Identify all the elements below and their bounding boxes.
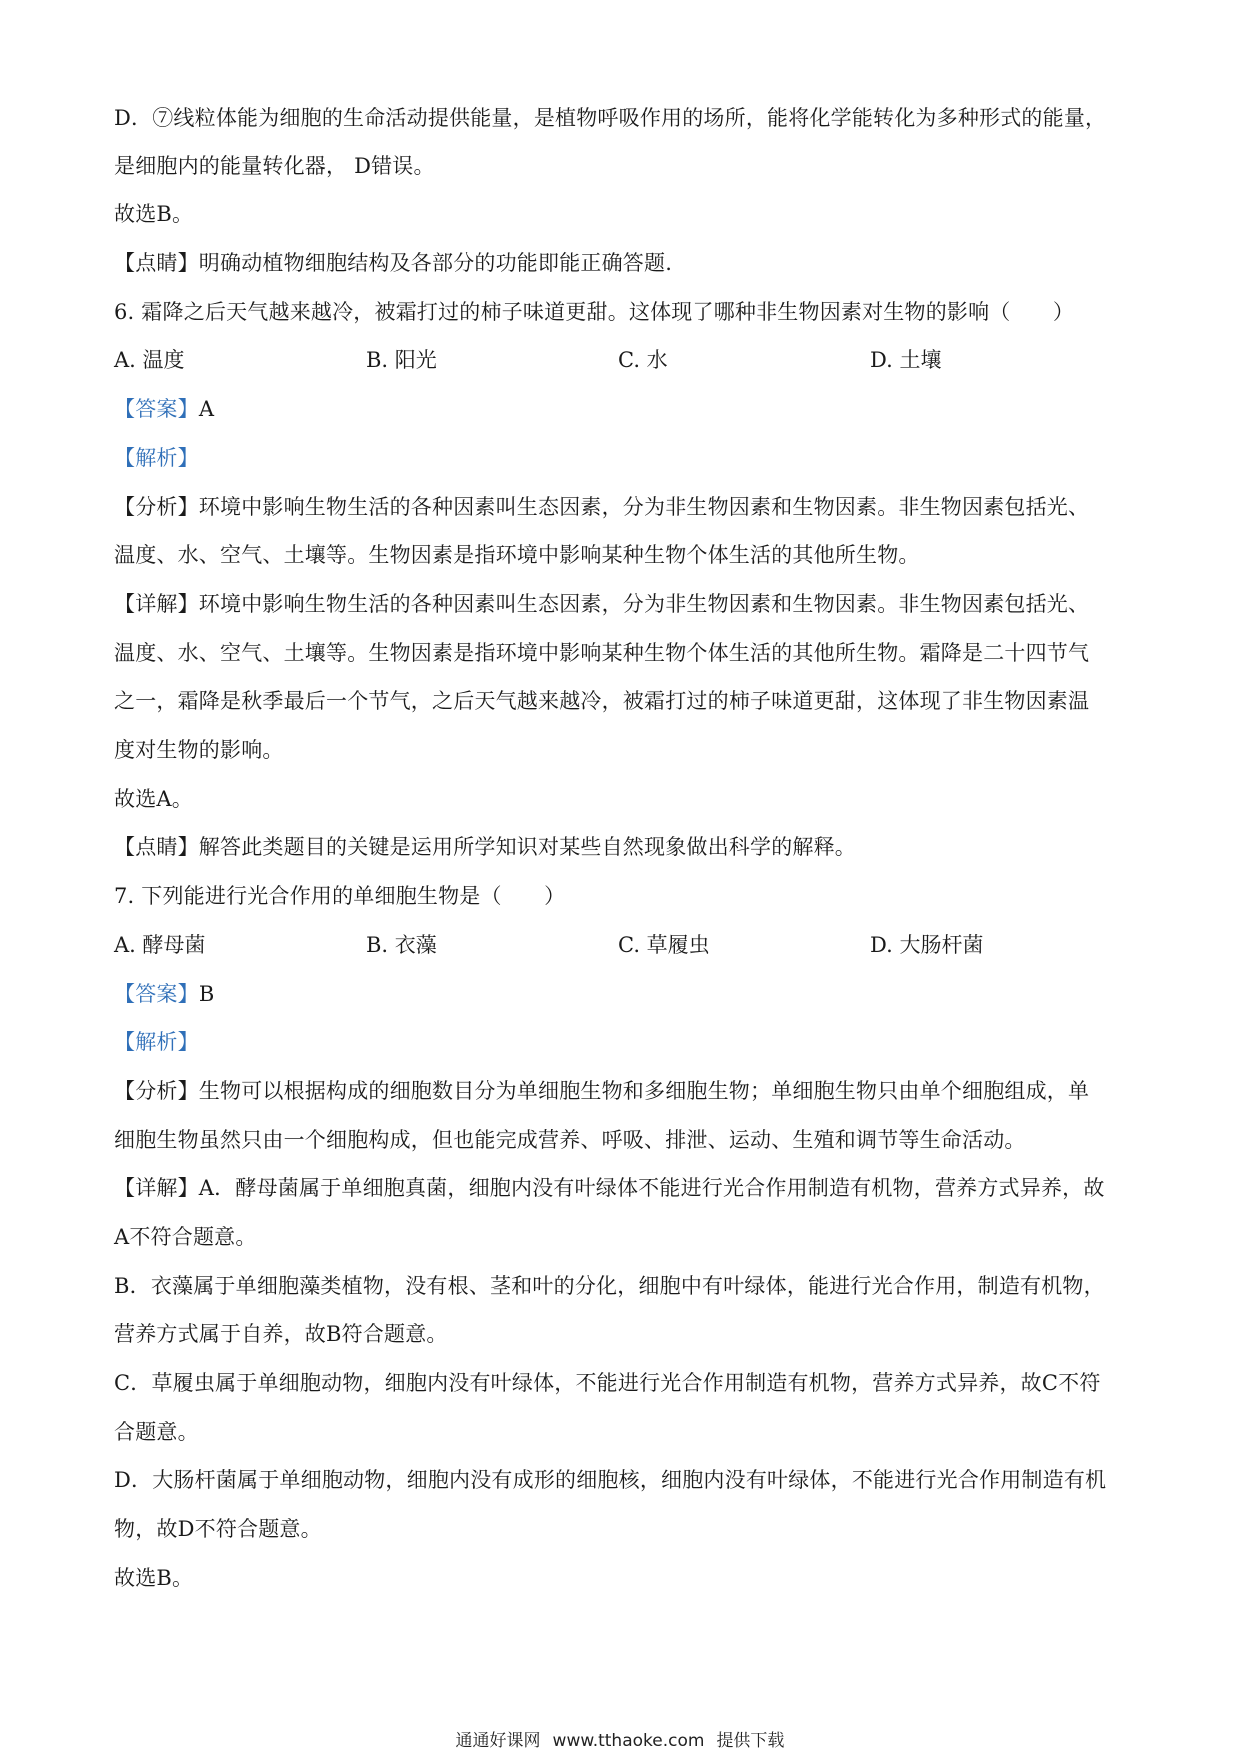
q7-analysis-tag: 【解析】 [114, 1030, 199, 1054]
q7-xiangjie-line: 物，故D不符合题意。 [114, 1517, 322, 1541]
q6-xiangjie-line: 温度、水、空气、土壤等。生物因素是指环境中影响某种生物个体生活的其他所生物。霜降是二十四节气 [114, 641, 1090, 665]
text-line: 是细胞内的能量转化器， D错误。 [114, 154, 435, 178]
text-line: 【点睛】明确动植物细胞结构及各部分的功能即能正确答题. [114, 251, 673, 275]
q6-xiangjie-line: 【详解】环境中影响生物生活的各种因素叫生态因素，分为非生物因素和生物因素。非生物因素包括光、 [114, 592, 1090, 616]
footer-url[interactable]: www.tthaoke.com [552, 1731, 705, 1751]
text-line: D．⑦线粒体能为细胞的生命活动提供能量，是植物呼吸作用的场所，能将化学能转化为多种形式的能量， [114, 106, 1107, 130]
q6-fenxi-line: 温度、水、空气、土壤等。生物因素是指环境中影响某种生物个体生活的其他所生物。 [114, 543, 920, 567]
q6-xiangjie-line: 度对生物的影响。 [114, 738, 284, 762]
q7-xiangjie-line: 合题意。 [114, 1420, 199, 1444]
q7-option-c: C. 草履虫 [618, 933, 710, 957]
q6-fenxi-line: 【分析】环境中影响生物生活的各种因素叫生态因素，分为非生物因素和生物因素。非生物因素包括光、 [114, 495, 1090, 519]
q6-option-d: D. 土壤 [870, 348, 942, 372]
q6-answer [114, 395, 1138, 423]
q6-dianjing: 【点睛】解答此类题目的关键是运用所学知识对某些自然现象做出科学的解释。 [114, 835, 856, 859]
footer-site-name: 通通好课网 [455, 1731, 541, 1751]
q7-option-d: D. 大肠杆菌 [870, 933, 984, 957]
q7-choose: 故选B。 [114, 1566, 194, 1590]
answer-value: A [198, 397, 215, 421]
q7-xiangjie-line: C．草履虫属于单细胞动物，细胞内没有叶绿体，不能进行光合作用制造有机物，营养方式异养，故C不符 [114, 1371, 1101, 1395]
q6-choose: 故选A。 [114, 787, 193, 811]
q7-xiangjie-line: D．大肠杆菌属于单细胞动物，细胞内没有成形的细胞核，细胞内没有叶绿体，不能进行光合作用制造有机 [114, 1468, 1107, 1492]
q7-fenxi-line: 细胞生物虽然只由一个细胞构成，但也能完成营养、呼吸、排泄、运动、生殖和调节等生命活动。 [114, 1128, 1026, 1152]
answer-tag: 【答案】 [114, 397, 199, 421]
q6-analysis-tag: 【解析】 [114, 446, 199, 470]
q7-fenxi-line: 【分析】生物可以根据构成的细胞数目分为单细胞生物和多细胞生物；单细胞生物只由单个细胞组成，单 [114, 1079, 1090, 1103]
q7-xiangjie-line: B．衣藻属于单细胞藻类植物，没有根、茎和叶的分化，细胞中有叶绿体，能进行光合作用，制造有机物， [114, 1274, 1105, 1298]
q7-xiangjie-line: 【详解】A．酵母菌属于单细胞真菌，细胞内没有叶绿体不能进行光合作用制造有机物，营养方式异养，故 [114, 1176, 1105, 1200]
q7-option-a: A. 酵母菌 [114, 933, 206, 957]
question-6-stem: 6. 霜降之后天气越来越冷，被霜打过的柿子味道更甜。这体现了哪种非生物因素对生物的影响（ ） [114, 300, 1075, 324]
footer-note: 提供下载 [716, 1731, 785, 1751]
q7-xiangjie-line: A不符合题意。 [114, 1225, 257, 1249]
q7-xiangjie-line: 营养方式属于自养，故B符合题意。 [114, 1322, 448, 1346]
answer-tag: 【答案】 [114, 982, 199, 1006]
text-line: 故选B。 [114, 202, 194, 226]
q6-option-b: B. 阳光 [366, 348, 437, 372]
q6-option-c: C. 水 [618, 348, 668, 372]
q6-option-a: A. 温度 [114, 348, 185, 372]
q6-xiangjie-line: 之一，霜降是秋季最后一个节气，之后天气越来越冷，被霜打过的柿子味道更甜，这体现了非生物因素温 [114, 689, 1090, 713]
answer-value: B [198, 982, 215, 1006]
question-7-stem: 7. 下列能进行光合作用的单细胞生物是（ ） [114, 884, 566, 908]
q7-answer [114, 980, 1138, 1008]
q7-option-b: B. 衣藻 [366, 933, 437, 957]
page-footer [0, 1730, 1240, 1752]
